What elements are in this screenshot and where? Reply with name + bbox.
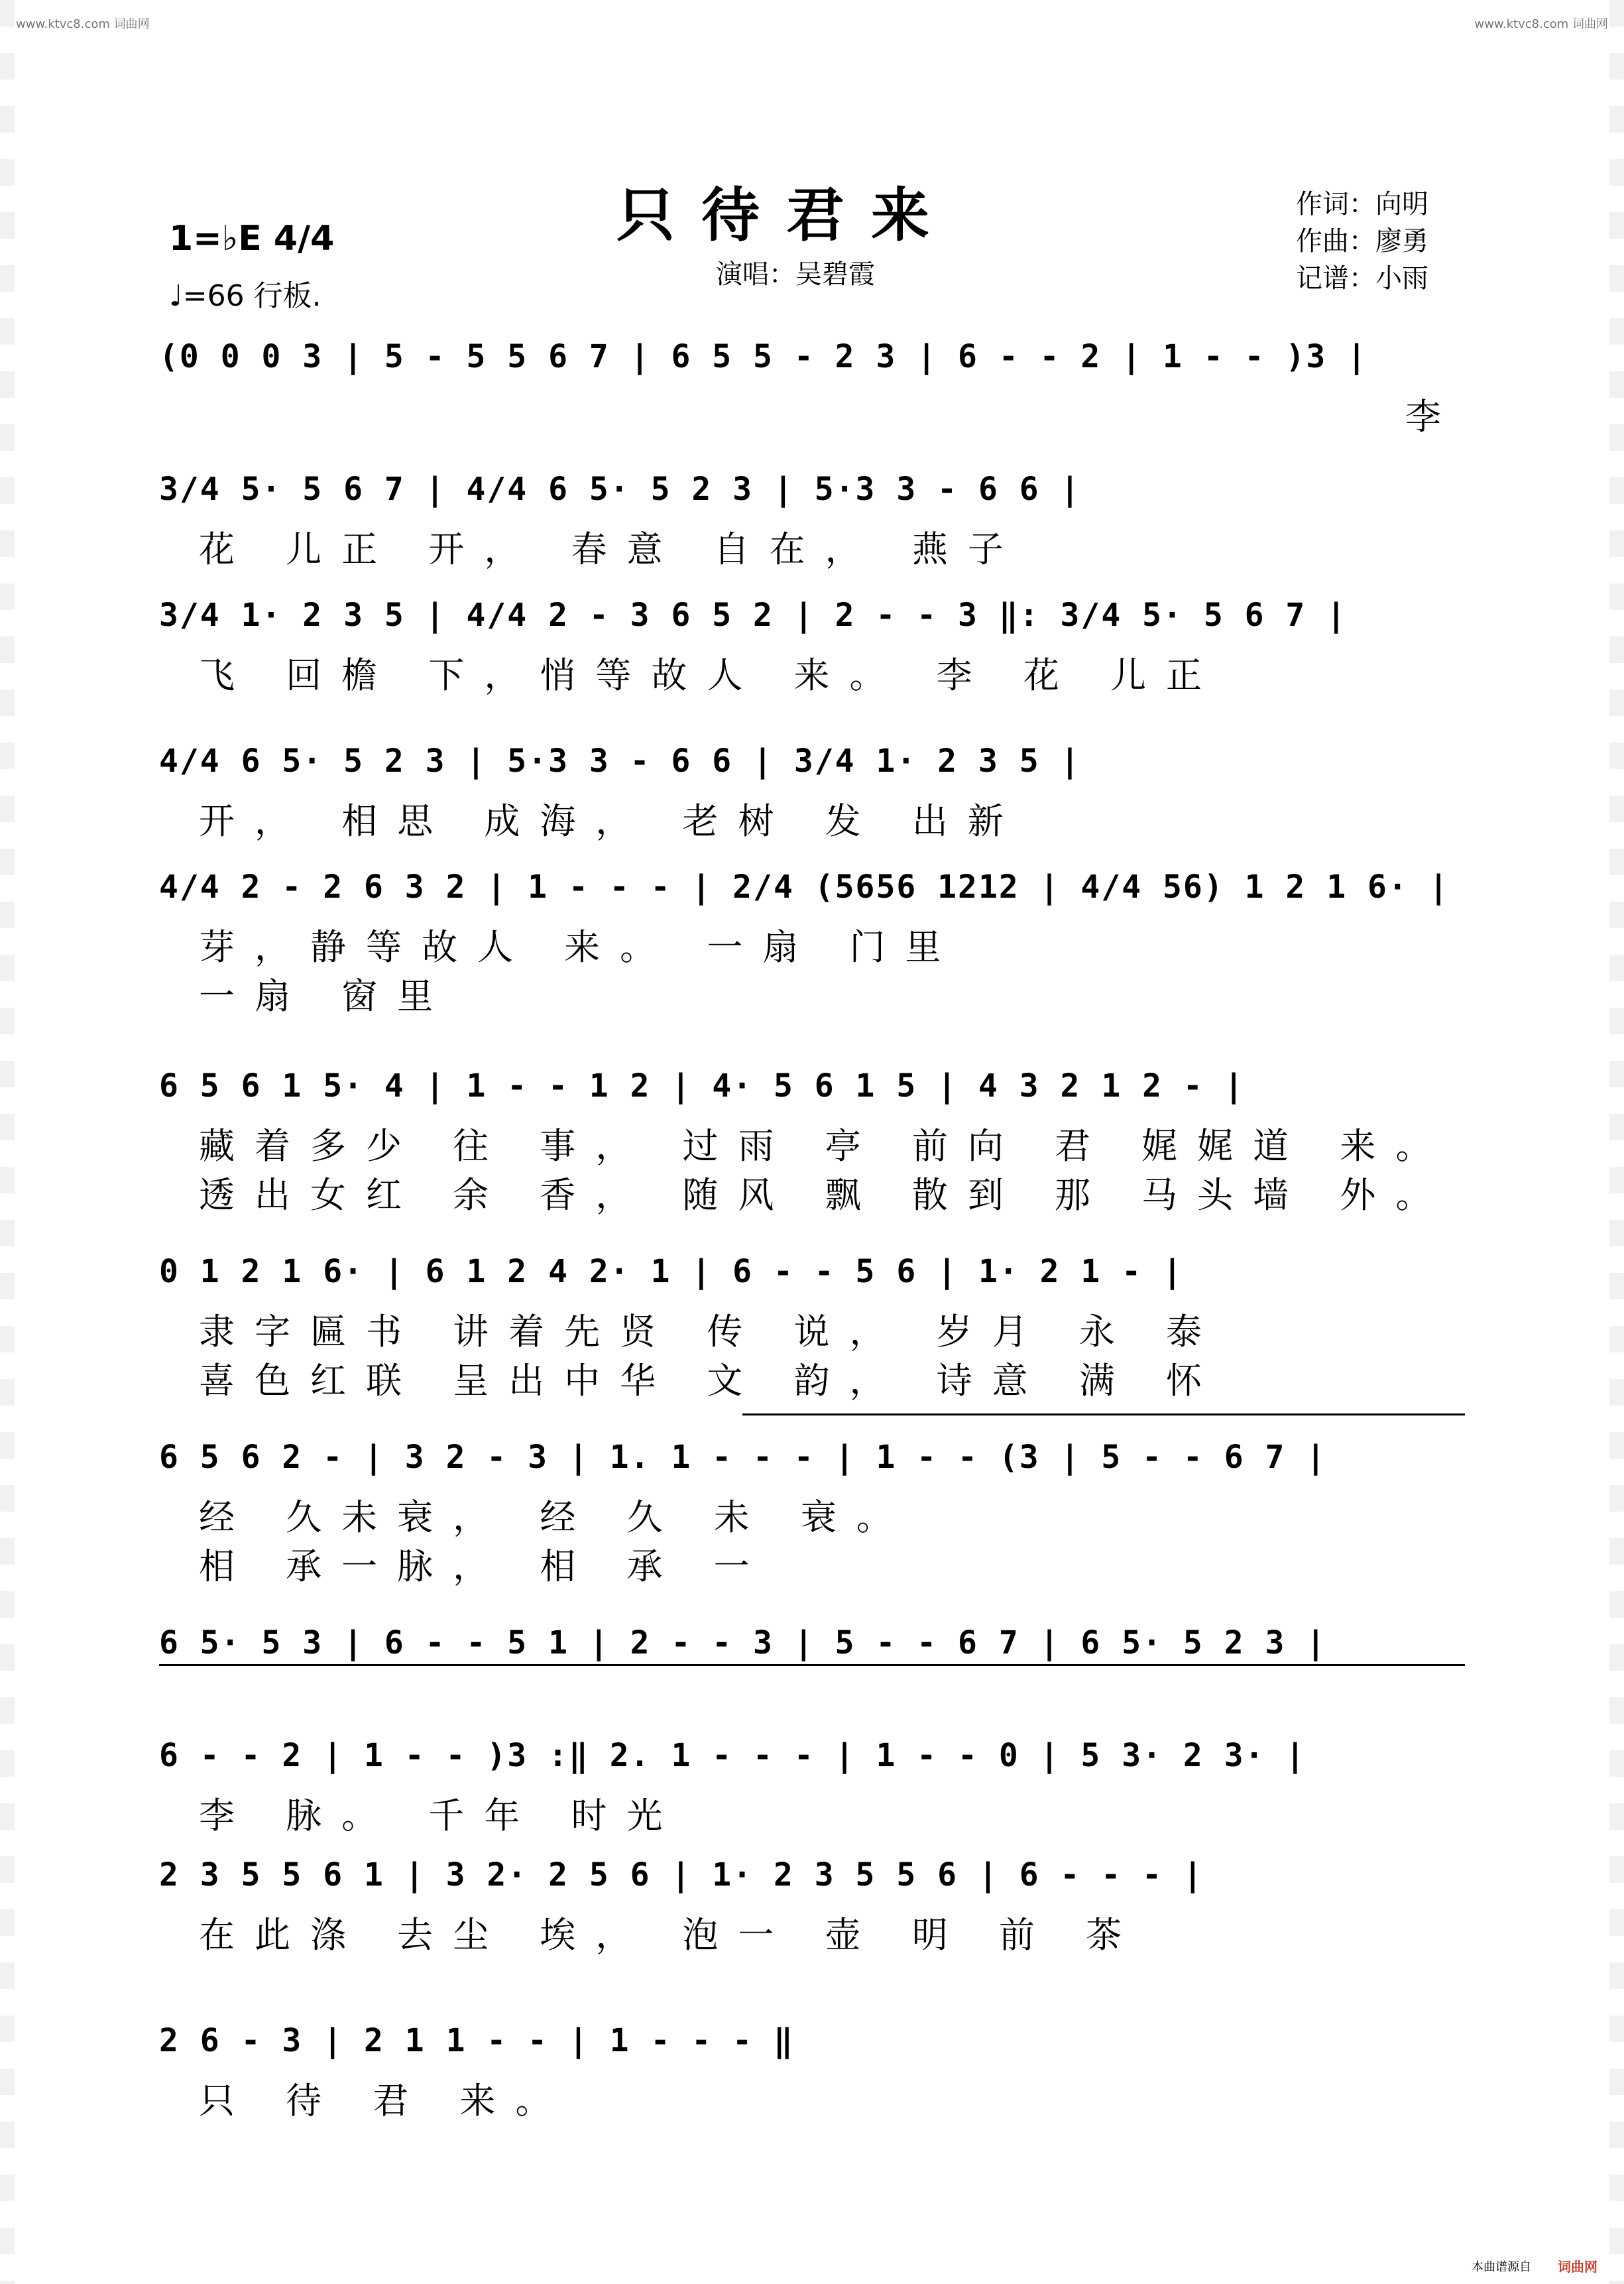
notation-line: 4/4 6 5· 5 2 3 | 5·3 3 - 6 6 | 3/4 1· 2 3 5 |: [159, 743, 1081, 780]
lyric-line: 李 脉。 千年 时光: [199, 1795, 683, 1836]
score-line: [159, 457, 1465, 577]
score-line: [159, 2009, 1465, 2141]
notation-line: (0 0 0 3 | 5 - 5 5 6 7 | 6 5 5 - 2 3 | 6 - - 2 | 1 - - )3 |: [159, 338, 1368, 375]
notation-line: 6 - - 2 | 1 - - )3 :‖ 2. 1 - - - | 1 - - 0 | 5 3· 2 3· |: [159, 1737, 1306, 1774]
credits: [1296, 186, 1428, 297]
lyric-line: 只 待 君 来。: [199, 2080, 571, 2122]
notation-line: 6 5· 5 3 | 6 - - 5 1 | 2 - - 3 | 5 - - 6 7 | 6 5· 5 2 3 |: [159, 1624, 1327, 1661]
tempo-marking: ♩=66 行板.: [169, 279, 321, 313]
lyric-line: 隶字匾书 讲着先贤 传 说， 岁月 永 泰: [199, 1311, 1222, 1352]
lyric-line: 芽，静等故人 来。 一扇 门里: [199, 926, 961, 968]
score-line: [159, 1054, 1465, 1233]
score-line: [159, 1843, 1465, 1989]
lyric-line: 李: [1405, 396, 1461, 438]
notation-line: 0 1 2 1 6· | 6 1 2 4 2· 1 | 6 - - 5 6 | 1· 2 1 - |: [159, 1253, 1183, 1290]
key-signature: 1=♭E 4/4: [169, 219, 335, 259]
lyric-line: 一扇 窗里: [199, 975, 453, 1017]
singer-credit: 演唱：吴碧霞: [716, 259, 875, 290]
song-title: 只待君来: [616, 180, 957, 249]
transcriber-credit: 记谱：小雨: [1296, 263, 1428, 294]
score-line: [159, 1724, 1465, 1836]
volta-line: [159, 1664, 1465, 1666]
site-watermark-left: www.ktvc8.com 词曲网: [16, 17, 150, 31]
volta-line: [742, 1413, 1465, 1415]
notation-line: 6 5 6 2 - | 3 2 - 3 | 1. 1 - - - | 1 - - (3 | 5 - - 6 7 |: [159, 1439, 1327, 1476]
right-margin-strip: [1609, 0, 1624, 2284]
composer-credit: 作曲：廖勇: [1296, 226, 1428, 257]
lyric-line: 花 儿正 开， 春意 自在， 燕子: [199, 528, 1023, 570]
lyric-line: 飞 回檐 下，悄等故人 来。 李 花 儿正: [199, 654, 1222, 696]
footer-note: 本曲谱源自: [1472, 2260, 1531, 2274]
lyric-line: 喜色红联 呈出中华 文 韵， 诗意 满 怀: [199, 1360, 1222, 1402]
lyric-line: 经 久未衰， 经 久 未 衰。: [199, 1496, 912, 1538]
lyric-line: 藏着多少 往 事， 过雨 亭 前向 君 娓娓道 来。: [199, 1125, 1452, 1167]
lyric-line: 透出女红 余 香， 随风 飘 散到 那 马头墙 外。: [199, 1174, 1452, 1216]
score-line: [159, 325, 1465, 438]
notation-line: 3/4 5· 5 6 7 | 4/4 6 5· 5 2 3 | 5·3 3 - 6 6 |: [159, 471, 1081, 508]
lyricist-credit: 作词：向明: [1296, 189, 1428, 219]
notation-line: 6 5 6 1 5· 4 | 1 - - 1 2 | 4· 5 6 1 5 | 4 3 2 1 2 - |: [159, 1067, 1245, 1105]
lyric-line: 开， 相思 成海， 老树 发 出新: [199, 800, 1023, 842]
notation-line: 2 6 - 3 | 2 1 1 - - | 1 - - - ‖: [159, 2022, 794, 2059]
score-line: [159, 583, 1465, 716]
score-line: [159, 1240, 1465, 1419]
left-margin-strip: [0, 0, 15, 2284]
notation-line: 4/4 2 - 2 6 3 2 | 1 - - - | 2/4 (5656 1212 | 4/4 56) 1 2 1 6· |: [159, 869, 1450, 906]
site-watermark-right: www.ktvc8.com 词曲网: [1474, 17, 1608, 31]
score-line: [159, 855, 1465, 1048]
score-line: [159, 729, 1465, 842]
notation-line: 2 3 5 5 6 1 | 3 2· 2 5 6 | 1· 2 3 5 5 6 | 6 - - - |: [159, 1856, 1204, 1893]
footer-brand: 词曲网: [1558, 2259, 1597, 2275]
lyric-line: 相 承一脉， 相 承 一: [199, 1545, 770, 1587]
lyric-line: 在此涤 去尘 埃， 泡一 壶 明 前 茶: [199, 1914, 1142, 1956]
notation-line: 3/4 1· 2 3 5 | 4/4 2 - 3 6 5 2 | 2 - - 3 ‖: 3/4 5· 5 6 7 |: [159, 597, 1348, 634]
score-line: [159, 1425, 1465, 1598]
score-line: [159, 1611, 1465, 1711]
